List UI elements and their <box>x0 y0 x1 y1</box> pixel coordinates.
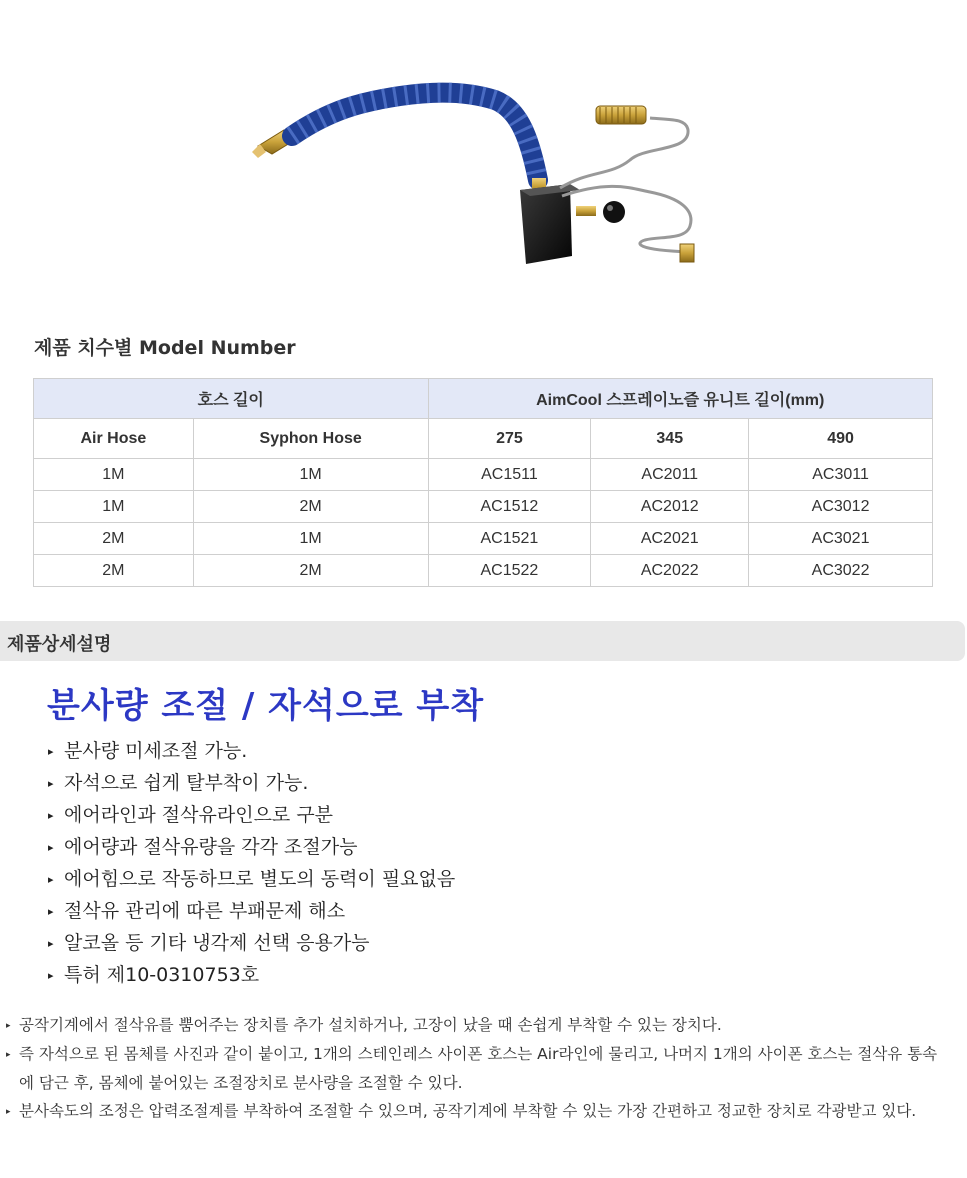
feature-text: 자석으로 쉽게 탈부착이 가능. <box>64 772 309 794</box>
table-sub-header-row <box>34 419 933 459</box>
header-air-hose: Air Hose <box>34 419 194 459</box>
table-cell: 1M <box>34 459 194 491</box>
product-headline: 분사량 조절 / 자석으로 부착 <box>47 686 485 726</box>
description-paragraph <box>6 1040 951 1097</box>
table-cell: 1M <box>193 523 428 555</box>
header-490: 490 <box>749 419 933 459</box>
table-row <box>34 523 933 555</box>
table-cell: AC2011 <box>591 459 749 491</box>
list-item <box>48 832 455 864</box>
table-row <box>34 491 933 523</box>
table-cell: AC3011 <box>749 459 933 491</box>
table-cell: AC3022 <box>749 555 933 587</box>
model-number-table <box>33 378 933 587</box>
table-cell: AC2012 <box>591 491 749 523</box>
table-cell: 2M <box>193 555 428 587</box>
header-hose-length: 호스 길이 <box>34 379 429 419</box>
list-item <box>48 736 455 768</box>
model-number-title: 제품 치수별 Model Number <box>34 337 296 359</box>
bullet-icon: ▸ <box>6 1021 11 1031</box>
table-cell: 1M <box>193 459 428 491</box>
feature-text: 에어량과 절삭유량을 각각 조절가능 <box>64 836 358 858</box>
description-paragraph <box>6 1011 951 1040</box>
spray-nozzle-product-image <box>250 80 720 280</box>
list-item <box>48 928 455 960</box>
bullet-icon: ▸ <box>48 745 54 758</box>
table-row <box>34 555 933 587</box>
list-item <box>48 960 455 992</box>
table-cell: AC3021 <box>749 523 933 555</box>
section-title: 제품상세설명 <box>7 634 112 655</box>
bullet-icon: ▸ <box>6 1050 11 1060</box>
bullet-icon: ▸ <box>48 841 54 854</box>
bullet-icon: ▸ <box>48 969 54 982</box>
bullet-icon: ▸ <box>48 905 54 918</box>
description-block <box>6 1011 951 1126</box>
bullet-icon: ▸ <box>48 809 54 822</box>
product-detail-section-bar <box>0 621 965 661</box>
table-cell: AC1511 <box>428 459 591 491</box>
bullet-icon: ▸ <box>6 1107 11 1117</box>
table-cell: 2M <box>34 523 194 555</box>
feature-text: 절삭유 관리에 따른 부패문제 해소 <box>64 900 346 922</box>
table-cell: AC1521 <box>428 523 591 555</box>
table-cell: AC2021 <box>591 523 749 555</box>
table-cell: 2M <box>193 491 428 523</box>
header-syphon-hose: Syphon Hose <box>193 419 428 459</box>
description-text: 공작기계에서 절삭유를 뿜어주는 장치를 추가 설치하거나, 고장이 났을 때 손쉽게 부착할 수 있는 장치다. <box>19 1016 722 1034</box>
feature-text: 알코올 등 기타 냉각제 선택 응용가능 <box>64 932 370 954</box>
feature-list <box>48 736 455 992</box>
table-cell: 1M <box>34 491 194 523</box>
table-cell: AC1522 <box>428 555 591 587</box>
bullet-icon: ▸ <box>48 777 54 790</box>
list-item <box>48 768 455 800</box>
list-item <box>48 896 455 928</box>
description-text: 즉 자석으로 된 몸체를 사진과 같이 붙이고, 1개의 스테인레스 사이폰 호스는 Air라인에 물리고, 나머지 1개의 사이폰 호스는 절삭유 통속에 담근 후, 몸체에 붙어있는 조절장치로 분사량을 조절할 수 있다. <box>19 1045 938 1092</box>
feature-text: 특허 제10-0310753호 <box>64 964 260 986</box>
list-item <box>48 800 455 832</box>
header-345: 345 <box>591 419 749 459</box>
feature-text: 에어라인과 절삭유라인으로 구분 <box>64 804 334 826</box>
table-cell: AC1512 <box>428 491 591 523</box>
table-cell: 2M <box>34 555 194 587</box>
table-row <box>34 459 933 491</box>
header-275: 275 <box>428 419 591 459</box>
feature-text: 분사량 미세조절 가능. <box>64 740 248 762</box>
table-cell: AC2022 <box>591 555 749 587</box>
list-item <box>48 864 455 896</box>
table-cell: AC3012 <box>749 491 933 523</box>
description-text: 분사속도의 조정은 압력조절계를 부착하여 조절할 수 있으며, 공작기계에 부착할 수 있는 가장 간편하고 정교한 장치로 각광받고 있다. <box>19 1102 917 1120</box>
bullet-icon: ▸ <box>48 937 54 950</box>
header-unit-length: AimCool 스프레이노즐 유니트 길이(mm) <box>428 379 933 419</box>
table-group-header-row <box>34 379 933 419</box>
bullet-icon: ▸ <box>48 873 54 886</box>
description-paragraph <box>6 1097 951 1126</box>
feature-text: 에어힘으로 작동하므로 별도의 동력이 필요없음 <box>64 868 456 890</box>
